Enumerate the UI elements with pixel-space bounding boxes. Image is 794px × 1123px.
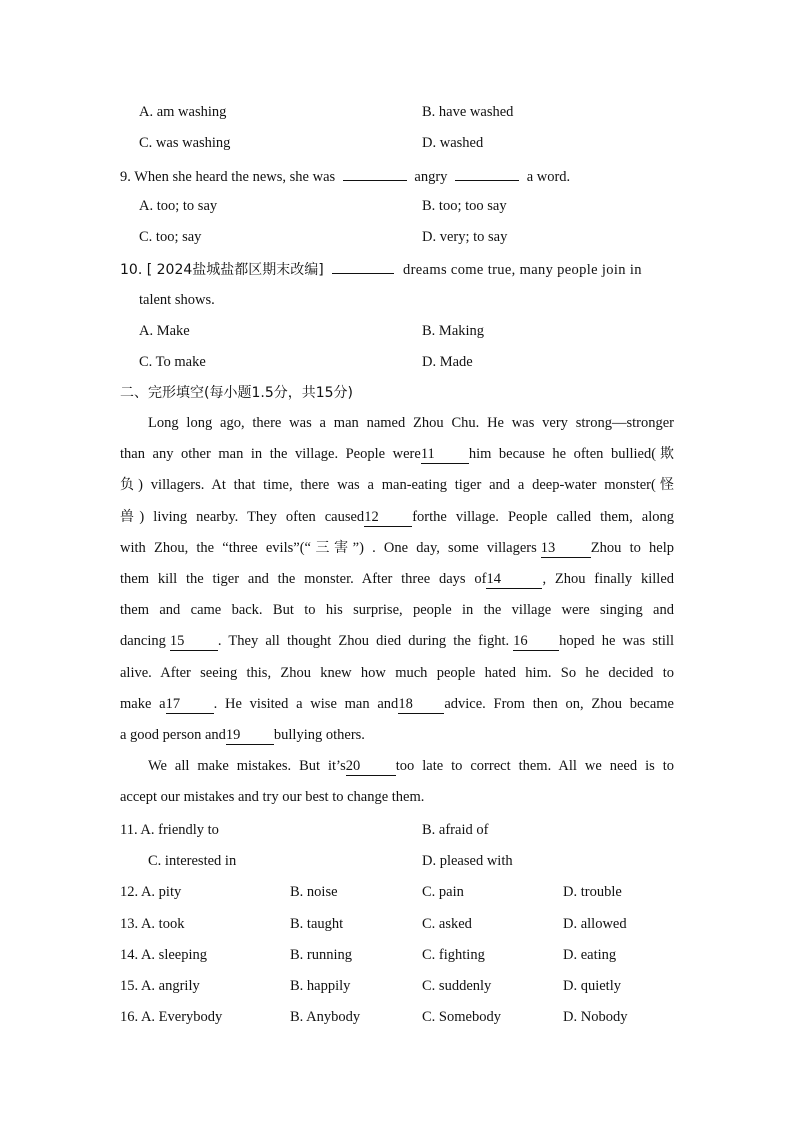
q11-option-a: 11. A. friendly to xyxy=(120,822,219,838)
q9-stem-end: a word. xyxy=(526,169,571,185)
q16-option-c: C. Somebody xyxy=(422,1009,501,1025)
q10-stem-continuation: talent shows. xyxy=(139,292,215,308)
q11-option-b: B. afraid of xyxy=(422,822,489,838)
q13-option-d: D. allowed xyxy=(563,916,627,932)
blank-14: 14 xyxy=(486,570,542,589)
q10-stem-start: 10. [ 2024盐城盐都区期末改编] xyxy=(120,262,324,278)
q9-option-c: C. too; say xyxy=(139,229,202,245)
q11-options-row1 xyxy=(0,820,794,840)
section-heading-row xyxy=(0,383,794,403)
passage-line: a good person and19 bullying others. xyxy=(120,726,365,743)
q8-option-a: A. am washing xyxy=(139,104,227,120)
blank-18: 18 xyxy=(398,695,444,714)
q15-option-c: C. suddenly xyxy=(422,978,492,994)
q9-option-d: D. very; to say xyxy=(422,229,508,245)
q13-option-a: 13. A. took xyxy=(120,916,185,932)
q10-blank xyxy=(332,258,394,274)
q8-options-row1 xyxy=(0,102,794,122)
q12-option-a: 12. A. pity xyxy=(120,884,182,900)
q16-option-b: B. Anybody xyxy=(290,1009,361,1025)
q14-option-a: 14. A. sleeping xyxy=(120,947,207,963)
q9-blank-2 xyxy=(455,165,519,181)
q11-option-c: C. interested in xyxy=(148,853,237,869)
blank-19: 19 xyxy=(226,726,274,745)
q8-option-b: B. have washed xyxy=(422,104,514,120)
passage-line: than any other man in the village. People were11 him because he often bullied(欺 xyxy=(120,446,674,463)
passage-line: We all make mistakes. But it’s20 too late to correct them. All we need is to xyxy=(148,758,674,775)
q8-option-d: D. washed xyxy=(422,135,484,151)
q16-options-row xyxy=(0,1007,794,1027)
q8-option-c: C. was washing xyxy=(139,135,231,151)
passage-line: make a17 . He visited a wise man and18 advice. From then on, Zhou became xyxy=(120,695,674,712)
q13-option-c: C. asked xyxy=(422,916,472,932)
passage-line: 负) villagers. At that time, there was a man-eating tiger and a deep-water monster(怪 xyxy=(120,477,674,494)
q12-option-c: C. pain xyxy=(422,884,464,900)
passage-line: with Zhou, the “three evils”(“三害”) . One day, some villagers 13 Zhou to help xyxy=(120,539,674,556)
q10-stem xyxy=(0,258,794,278)
q14-option-b: B. running xyxy=(290,947,353,963)
q10-option-a: A. Make xyxy=(139,323,190,339)
q9-option-a: A. too; to say xyxy=(139,198,218,214)
q9-stem-mid: angry xyxy=(414,169,448,185)
q14-option-d: D. eating xyxy=(563,947,617,963)
q10-stem-line2 xyxy=(0,290,794,310)
passage-line: Long long ago, there was a man named Zhou Chu. He was very strong—stronger xyxy=(148,415,674,431)
q13-options-row xyxy=(0,914,794,934)
q15-option-d: D. quietly xyxy=(563,978,621,994)
q10-stem-end: dreams come true, many people join in xyxy=(402,262,642,278)
q10-option-d: D. Made xyxy=(422,354,473,370)
q9-blank-1 xyxy=(343,165,407,181)
passage-line: them kill the tiger and the monster. After three days of14 , Zhou finally killed xyxy=(120,570,675,587)
q14-options-row xyxy=(0,945,794,965)
passage-line: accept our mistakes and try our best to change them. xyxy=(120,789,425,806)
q9-options-row2 xyxy=(0,227,794,247)
passage-line: alive. After seeing this, Zhou knew how much people hated him. So he decided to xyxy=(120,664,674,681)
q13-option-b: B. taught xyxy=(290,916,344,932)
q11-option-d: D. pleased with xyxy=(422,853,513,869)
q15-option-a: 15. A. angrily xyxy=(120,978,200,994)
q16-option-a: 16. A. Everybody xyxy=(120,1009,223,1025)
q10-options-row1 xyxy=(0,321,794,341)
q10-option-b: B. Making xyxy=(422,323,485,339)
q12-option-d: D. trouble xyxy=(563,884,622,900)
blank-20: 20 xyxy=(346,757,396,776)
passage-line: dancing 15 . They all thought Zhou died during the fight. 16 hoped he was still xyxy=(120,633,674,650)
q9-options-row1 xyxy=(0,196,794,216)
blank-17: 17 xyxy=(166,695,214,714)
q14-option-c: C. fighting xyxy=(422,947,485,963)
blank-11: 11 xyxy=(421,445,469,464)
passage-line: them and came back. But to his surprise, people in the village were singing and xyxy=(120,602,674,619)
section2-heading: 二、完形填空(每小题1.5分，共15分) xyxy=(120,385,354,401)
q10-option-c: C. To make xyxy=(139,354,206,370)
q11-options-row2 xyxy=(0,851,794,871)
passage-line: 兽) living nearby. They often caused12 forthe village. People called them, along xyxy=(120,508,674,525)
cloze-passage xyxy=(120,408,674,813)
q9-stem-start: 9. When she heard the news, she was xyxy=(120,169,336,185)
blank-12: 12 xyxy=(364,508,412,527)
q15-option-b: B. happily xyxy=(290,978,351,994)
q10-options-row2 xyxy=(0,352,794,372)
q9-stem xyxy=(0,165,794,185)
blank-15: 15 xyxy=(170,632,218,651)
blank-16: 16 xyxy=(513,632,559,651)
q9-option-b: B. too; too say xyxy=(422,198,507,214)
q12-option-b: B. noise xyxy=(290,884,338,900)
q15-options-row xyxy=(0,976,794,996)
q12-options-row xyxy=(0,882,794,902)
q8-options-row2 xyxy=(0,133,794,153)
q16-option-d: D. Nobody xyxy=(563,1009,628,1025)
blank-13: 13 xyxy=(541,539,591,558)
